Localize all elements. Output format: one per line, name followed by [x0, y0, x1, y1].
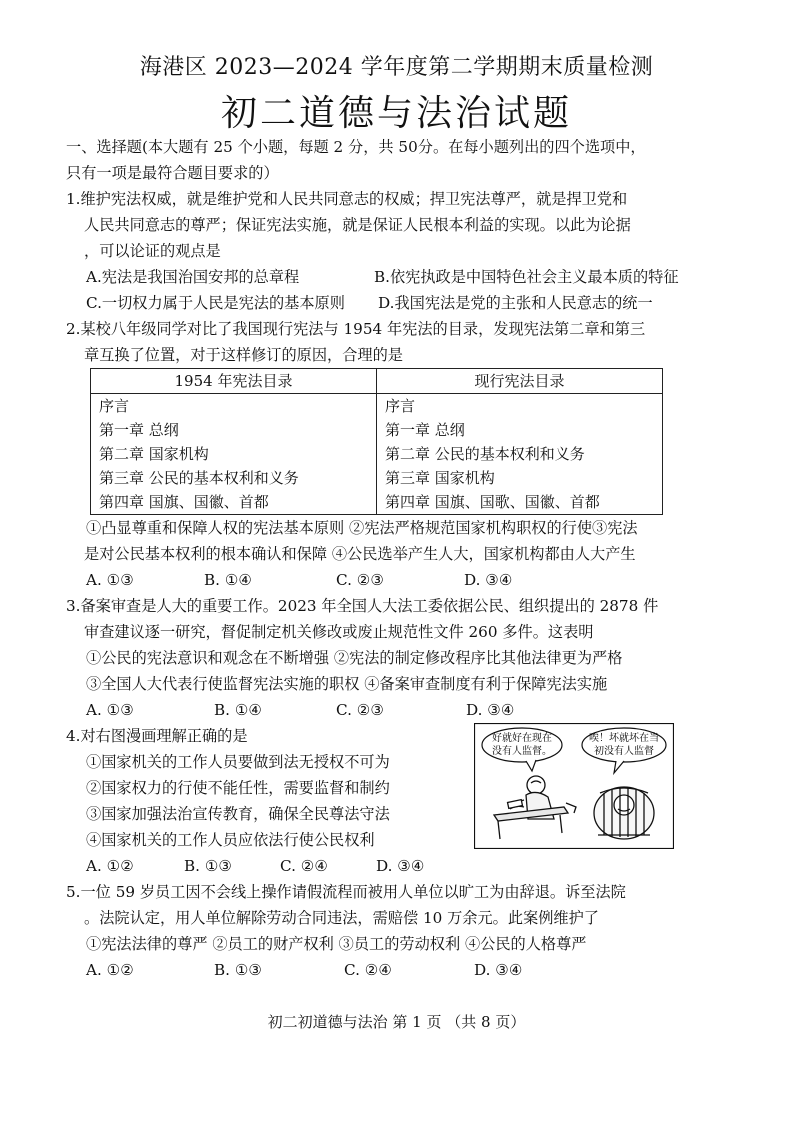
- q1-options-ab: [66, 264, 738, 290]
- question-4: [66, 723, 738, 879]
- table-cell: 第三章 国家机构: [385, 469, 495, 487]
- q4-option-d: D. ③④: [376, 857, 425, 875]
- q5-option-d: D. ③④: [474, 961, 523, 979]
- q2-options: [66, 567, 738, 593]
- q2-stem-line1: 2.某校八年级同学对比了我国现行宪法与 1954 年宪法的目录，发现宪法第二章和第三: [66, 320, 646, 338]
- q1-option-d: D.我国宪法是党的主张和人民意志的统一: [378, 294, 653, 312]
- q1-options-cd: [66, 290, 738, 316]
- question-1: [66, 186, 738, 316]
- q2-option-b: B. ①④: [204, 571, 253, 589]
- q4-stem: 4.对右图漫画理解正确的是: [66, 727, 248, 745]
- table-header-1954: 1954 年宪法目录: [91, 369, 377, 394]
- question-3: [66, 593, 738, 723]
- q3-stem-line2: 审查建议逐一研究，督促制定机关修改或废止规范性文件 260 多件。这表明: [84, 623, 594, 641]
- q5-stem-line2: 。法院认定，用人单位解除劳动合同违法，需赔偿 10 万余元。此案例维护了: [84, 909, 599, 927]
- table-col-1954: [91, 394, 377, 515]
- q2-option-c: C. ②③: [336, 571, 384, 589]
- q4-option-c: C. ②④: [280, 857, 328, 875]
- exam-title: 海港区 2023—2024 学年度第二学期期末质量检测: [139, 55, 654, 80]
- q2-statements-line2: 是对公民基本权利的根本确认和保障 ④公民选举产生人大，国家机构都由人大产生: [84, 545, 636, 563]
- q4-statement-1: ①国家机关的工作人员要做到法无授权不可为: [86, 753, 390, 771]
- q2-option-a: A. ①③: [86, 571, 134, 589]
- q4-statement-2: ②国家权力的行使不能任性，需要监督和制约: [86, 779, 390, 797]
- q2-statements-line1: ①凸显尊重和保障人权的宪法基本原则 ②宪法严格规范国家机构职权的行使③宪法: [86, 519, 638, 537]
- q1-stem-line1: 1.维护宪法权威，就是维护党和人民共同意志的权威；捍卫宪法尊严，就是捍卫党和: [66, 190, 628, 208]
- table-col-current: [377, 394, 663, 515]
- q5-option-a: A. ①②: [86, 961, 134, 979]
- q3-option-d: D. ③④: [466, 701, 515, 719]
- q3-option-b: B. ①④: [214, 701, 263, 719]
- q1-stem-line2: 人民共同意志的尊严；保证宪法实施，就是保证人民根本利益的实现。以此为论据: [84, 216, 631, 234]
- table-cell: 第一章 总纲: [99, 421, 179, 439]
- cartoon-bubble-right-line1: 唉！坏就坏在当: [589, 733, 659, 744]
- q3-statements-line1: ①公民的宪法意识和观念在不断增强 ②宪法的制定修改程序比其他法律更为严格: [86, 649, 623, 667]
- constitution-table: [90, 368, 663, 515]
- q2-option-d: D. ③④: [464, 571, 513, 589]
- table-cell: 第四章 国旗、国歌、国徽、首都: [385, 493, 600, 511]
- q1-stem-line3: ，可以论证的观点是: [84, 242, 221, 260]
- cartoon-bubble-right-line2: 初没有人监督: [594, 746, 654, 757]
- cartoon-jail-figure: [594, 787, 654, 839]
- exam-subtitle: 初二道德与法治试题: [220, 93, 572, 134]
- q2-stem-line2: 章互换了位置，对于这样修订的原因，合理的是: [84, 346, 403, 364]
- q5-option-b: B. ①③: [214, 961, 263, 979]
- q3-stem-line1: 3.备案审查是人大的重要工作。2023 年全国人大法工委依据公民、组织提出的 2878 件: [66, 597, 659, 615]
- q5-options: [66, 957, 738, 983]
- cartoon-bubble-left-line1: 好就好在现在: [492, 733, 552, 744]
- table-cell: 第二章 公民的基本权利和义务: [385, 445, 585, 463]
- q4-options: [66, 853, 738, 879]
- question-2: [66, 316, 738, 593]
- q3-options: [66, 697, 738, 723]
- q1-option-c: C.一切权力属于人民是宪法的基本原则: [86, 294, 345, 312]
- question-5: [66, 879, 738, 983]
- page-footer: 初二初道德与法治 第 1 页 （共 8 页）: [267, 1013, 526, 1031]
- q1-option-a: A.宪法是我国治国安邦的总章程: [86, 268, 300, 286]
- section-intro-line1: 一、选择题(本大题有 25 个小题，每题 2 分，共 50分。在每小题列出的四个选项中，: [66, 138, 646, 156]
- q4-option-b: B. ①③: [184, 857, 233, 875]
- q3-statements-line2: ③全国人大代表行使监督宪法实施的职权 ④备案审查制度有利于保障宪法实施: [86, 675, 608, 693]
- table-cell: 第四章 国旗、国徽、首都: [99, 493, 269, 511]
- table-cell: 第三章 公民的基本权利和义务: [99, 469, 299, 487]
- q3-option-a: A. ①③: [86, 701, 134, 719]
- cartoon-bubble-left-line2: 没有人监督。: [492, 746, 552, 757]
- table-cell: 第二章 国家机构: [99, 445, 209, 463]
- q5-option-c: C. ②④: [344, 961, 392, 979]
- table-header-current: 现行宪法目录: [377, 369, 663, 394]
- q1-option-b: B.依宪执政是中国特色社会主义最本质的特征: [374, 268, 679, 286]
- table-cell: 第一章 总纲: [385, 421, 465, 439]
- cartoon-image: [474, 723, 674, 849]
- q4-option-a: A. ①②: [86, 857, 134, 875]
- q5-stem-line1: 5.一位 59 岁员工因不会线上操作请假流程而被用人单位以旷工为由辞退。诉至法院: [66, 883, 626, 901]
- q4-statement-4: ④国家机关的工作人员应依法行使公民权利: [86, 831, 375, 849]
- q4-statement-3: ③国家加强法治宣传教育，确保全民尊法守法: [86, 805, 390, 823]
- q3-option-c: C. ②③: [336, 701, 384, 719]
- q5-statements: ①宪法法律的尊严 ②员工的财产权利 ③员工的劳动权利 ④公民的人格尊严: [86, 935, 587, 953]
- section-intro-line2: 只有一项是最符合题目要求的）: [66, 164, 279, 182]
- table-cell: 序言: [99, 397, 130, 415]
- exam-content: [66, 134, 738, 983]
- table-cell: 序言: [385, 397, 416, 415]
